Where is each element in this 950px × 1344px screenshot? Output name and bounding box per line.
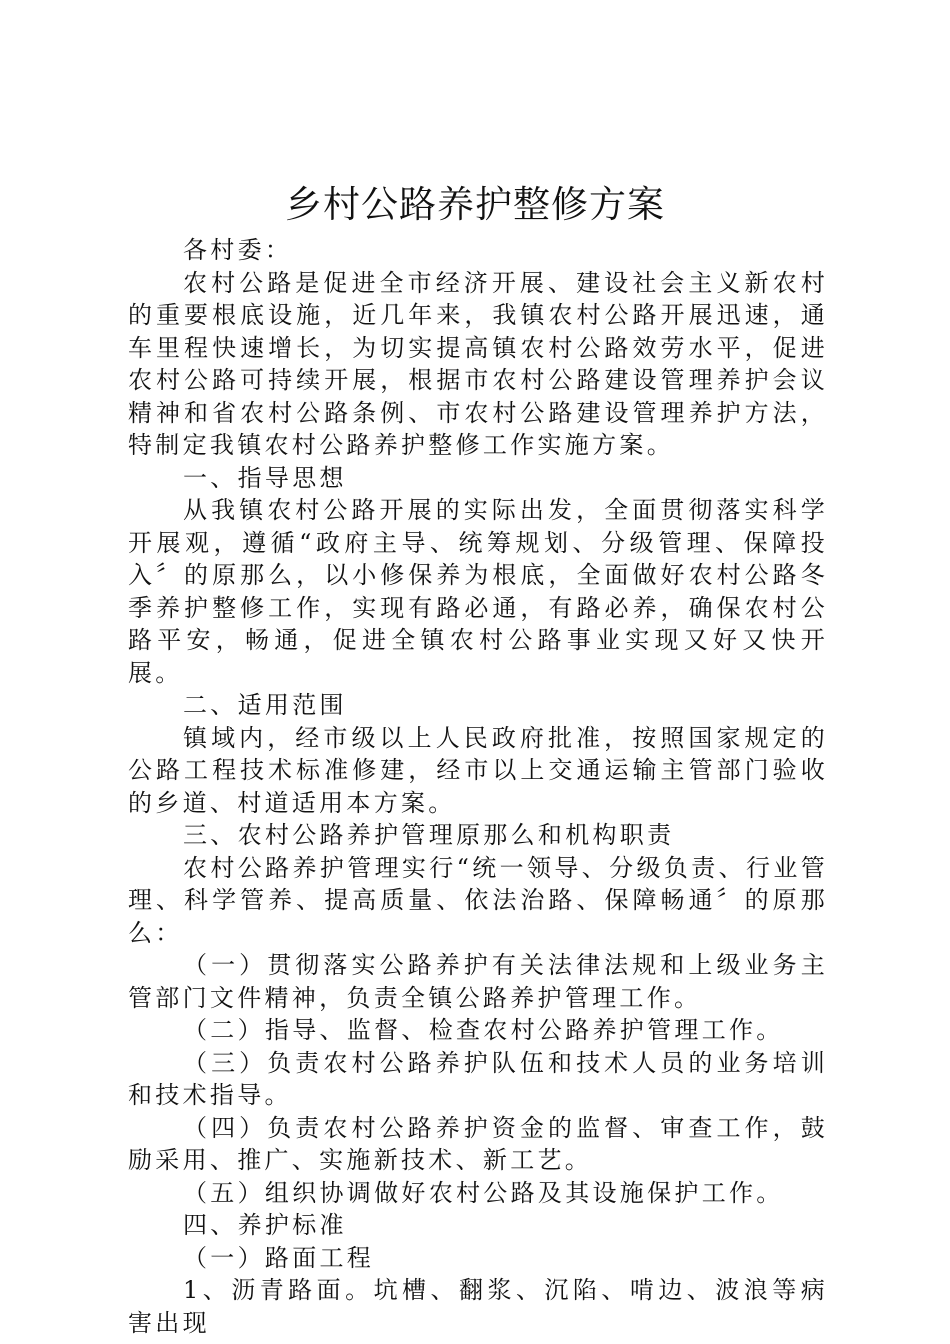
list-item-duty-1: （一）贯彻落实公路养护有关法律法规和上级业务主管部门文件精神，负责全镇公路养护管理工作。 (128, 951, 828, 1012)
guiding-ideology-paragraph: 从我镇农村公路开展的实际出发，全面贯彻落实科学开展观，遵循“政府主导、统筹规划、分级管理、保障投入〞的原那么，以小修保养为根底，全面做好农村公路冬季养护整修工作，实现有路必通，有路必养，确保农村公路平安，畅通，促进全镇农村公路事业实现又好又快开展。 (128, 496, 828, 687)
list-item-duty-4: （四）负责农村公路养护资金的监督、审查工作，鼓励采用、推广、实施新技术、新工艺。 (128, 1113, 828, 1174)
scope-paragraph: 镇域内，经市级以上人民政府批准，按照国家规定的公路工程技术标准修建，经市以上交通运输主管部门验收的乡道、村道适用本方案。 (128, 723, 828, 817)
salutation: 各村委： (183, 236, 293, 264)
section-heading-guiding-ideology: 一、指导思想 (183, 463, 347, 492)
section-heading-principles: 三、农村公路养护管理原那么和机构职责 (183, 821, 675, 849)
list-item-duty-2: （二）指导、监督、检查农村公路养护管理工作。 (183, 1016, 784, 1044)
list-item-duty-5: （五）组织协调做好农村公路及其设施保护工作。 (183, 1178, 784, 1207)
subsection-heading-pavement: （一）路面工程 (183, 1243, 375, 1272)
intro-paragraph: 农村公路是促进全市经济开展、建设社会主义新农村的重要根底设施，近几年来，我镇农村公路开展迅速，通车里程快速增长，为切实提高镇农村公路效劳水平，促进农村公路可持续开展，根据市农村公路建设管理养护会议精神和省农村公路条例、市农村公路建设管理养护方法，特制定我镇农村公路养护整修工作实施方案。 (128, 268, 828, 459)
principles-paragraph: 农村公路养护管理实行“统一领导、分级负责、行业管理、科学管养、提高质量、依法治路、保障畅通〞的原那么： (128, 853, 828, 947)
document-title: 乡村公路养护整修方案 (285, 183, 665, 226)
document-body (128, 234, 828, 1339)
section-heading-standards: 四、养护标准 (183, 1211, 347, 1239)
pavement-item-1: 1、沥青路面。坑槽、翻浆、沉陷、啃边、波浪等病害出现 (128, 1276, 828, 1337)
section-heading-scope: 二、适用范围 (183, 691, 347, 719)
list-item-duty-3: （三）负责农村公路养护队伍和技术人员的业务培训和技术指导。 (128, 1048, 828, 1109)
